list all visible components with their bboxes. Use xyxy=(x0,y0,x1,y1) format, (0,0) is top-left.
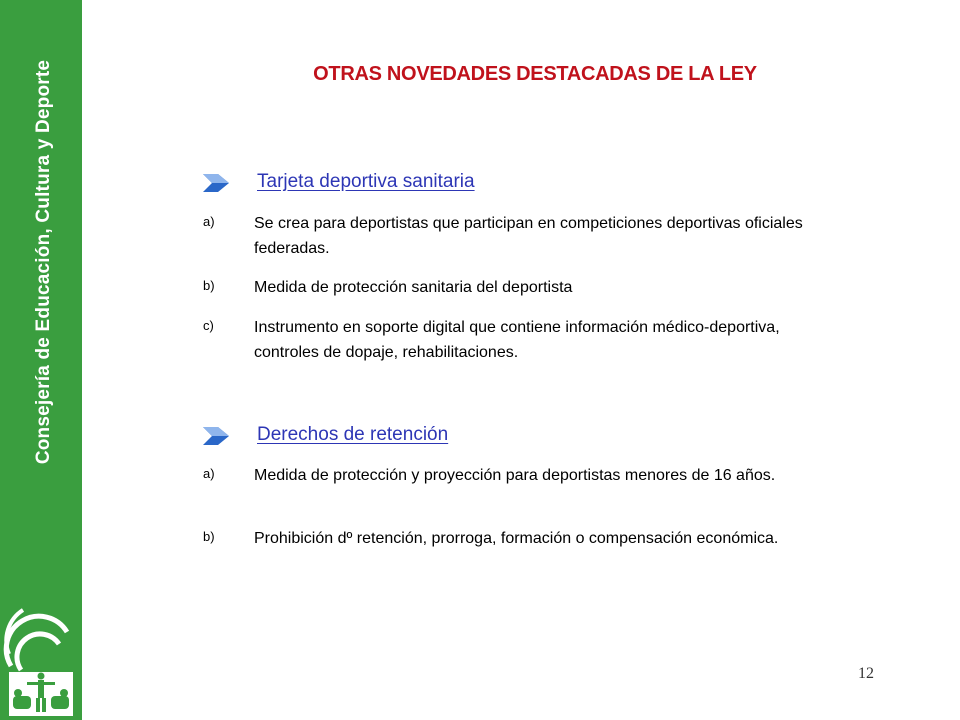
list-text: Se crea para deportistas que participan en competiciones deportivas oficiales federadas. xyxy=(254,215,803,257)
list-marker: a) xyxy=(203,466,215,481)
section-heading: Derechos de retención xyxy=(257,424,449,445)
arrow-bullet-icon xyxy=(203,427,229,445)
list-marker: a) xyxy=(203,214,215,229)
list-text: Prohibición dº retención, prorroga, formación o compensación económica. xyxy=(254,530,779,547)
list-text: Medida de protección y proyección para deportistas menores de 16 años. xyxy=(254,467,776,484)
list-text: Instrumento en soporte digital que contiene información médico-deportiva, controles de dopaje, rehabilitaciones. xyxy=(254,319,780,361)
list-marker: b) xyxy=(203,529,215,544)
andalucia-emblem-icon xyxy=(3,592,79,718)
page-title: OTRAS NOVEDADES DESTACADAS DE LA LEY xyxy=(313,63,757,85)
arrow-bullet-icon xyxy=(203,174,229,192)
sidebar-band xyxy=(0,0,82,720)
section-heading: Tarjeta deportiva sanitaria xyxy=(257,171,475,192)
list-text: Medida de protección sanitaria del deportista xyxy=(254,279,573,296)
list-marker: b) xyxy=(203,278,215,293)
page-number: 12 xyxy=(858,665,874,682)
list-marker: c) xyxy=(203,318,214,333)
sidebar-title: Consejería de Educación, Cultura y Deporte xyxy=(33,59,54,465)
